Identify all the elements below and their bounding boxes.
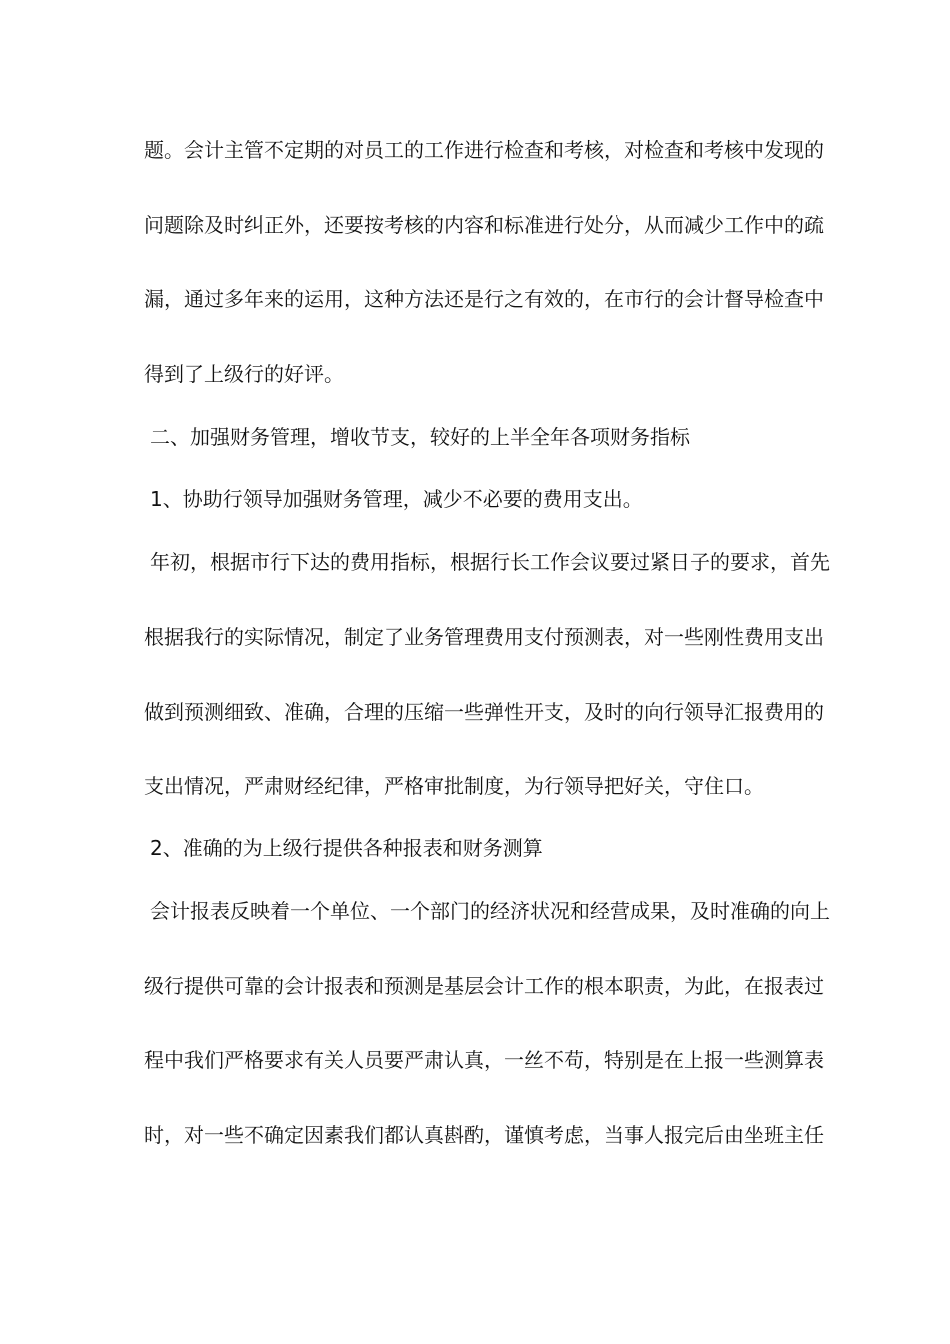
paragraph-line: 年初，根据市行下达的费用指标，根据行长工作会议要过紧日子的要求，首先	[150, 550, 830, 574]
paragraph-line: 做到预测细致、准确，合理的压缩一些弹性开支，及时的向行领导汇报费用的	[144, 700, 824, 724]
paragraph-line: 时，对一些不确定因素我们都认真斟酌，谨慎考虑，当事人报完后由坐班主任	[144, 1123, 824, 1147]
paragraph-line: 根据我行的实际情况，制定了业务管理费用支付预测表，对一些刚性费用支出	[144, 625, 824, 649]
section-heading: 二、加强财务管理，增收节支，较好的上半全年各项财务指标	[150, 425, 690, 449]
paragraph-line: 得到了上级行的好评。	[144, 362, 344, 386]
paragraph-line: 漏，通过多年来的运用，这种方法还是行之有效的，在市行的会计督导检查中	[144, 287, 824, 311]
paragraph-line: 支出情况，严肃财经纪律，严格审批制度，为行领导把好关，守住口。	[144, 774, 764, 798]
paragraph-line: 问题除及时纠正外，还要按考核的内容和标准进行处分，从而减少工作中的疏	[144, 213, 824, 237]
paragraph-line: 会计报表反映着一个单位、一个部门的经济状况和经营成果，及时准确的向上	[150, 899, 830, 923]
subsection-heading: 2、准确的为上级行提供各种报表和财务测算	[150, 836, 543, 860]
paragraph-line: 级行提供可靠的会计报表和预测是基层会计工作的根本职责，为此，在报表过	[144, 974, 824, 998]
paragraph-line: 程中我们严格要求有关人员要严肃认真，一丝不苟，特别是在上报一些测算表	[144, 1048, 824, 1072]
subsection-heading: 1、协助行领导加强财务管理，减少不必要的费用支出。	[150, 487, 643, 511]
paragraph-line: 题。会计主管不定期的对员工的工作进行检查和考核，对检查和考核中发现的	[144, 138, 824, 162]
